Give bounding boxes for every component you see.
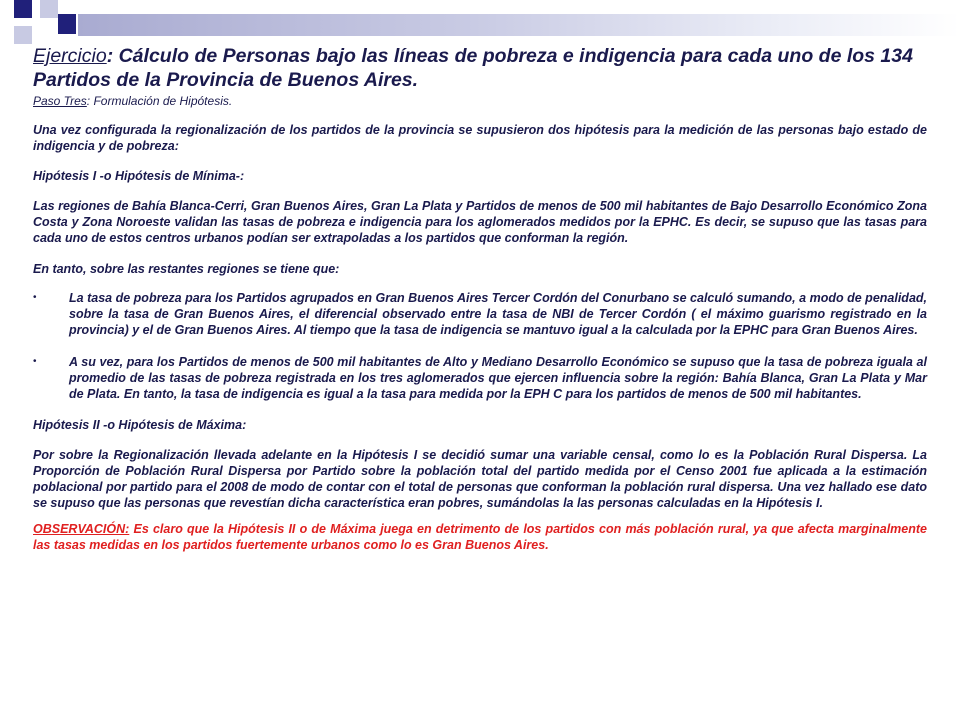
step-rest: : Formulación de Hipótesis. <box>86 94 233 108</box>
hypothesis1-body: Las regiones de Bahía Blanca-Cerri, Gran Buenos Aires, Gran La Plata y Partidos de menos de 500 mil habitantes de Bajo Desarrollo Económico Zona Costa y Zona Noroeste validan las tasas de pobreza e indigencia para los aglomerados medidos por la EPHC. Es decir, se supuso que las tasas para cada uno de estos centros urbanos podían ser extrapoladas a los partidos que conforman la región. <box>33 199 927 245</box>
intro-paragraph: Una vez configurada la regionalización de los partidos de la provincia se supusieron dos hipótesis para la medición de las personas bajo estado de indigencia y de pobreza: <box>33 123 927 153</box>
observation-paragraph <box>33 521 927 553</box>
title-rest: : Cálculo de Personas bajo las líneas de pobreza e indigencia para cada uno de los 134 Partidos de la Provincia de Buenos Aires. <box>33 45 913 91</box>
decor-square <box>14 26 32 44</box>
page-title <box>33 44 927 92</box>
observation-label: OBSERVACIÓN: <box>33 522 130 536</box>
decor-square <box>58 14 76 34</box>
slide-content <box>33 44 927 553</box>
hypothesis1-heading: Hipótesis I -o Hipótesis de Mínima-: <box>33 169 245 183</box>
title-lead: Ejercicio <box>33 45 107 67</box>
decor-square <box>14 0 32 18</box>
hypothesis1-transition: En tanto, sobre las restantes regiones se tiene que: <box>33 262 340 276</box>
step-lead: Paso Tres <box>33 94 87 108</box>
hypothesis2-heading: Hipótesis II -o Hipótesis de Máxima: <box>33 418 247 432</box>
observation-text: Es claro que la Hipótesis II o de Máxima juega en detrimento de los partidos con más población rural, ya que afecta marginalmente las tasas medidas en los partidos fuertemente urbanos como lo es Gran Buenos Aires. <box>33 522 927 552</box>
bullet-icon: • <box>33 292 37 303</box>
hypothesis2-body: Por sobre la Regionalización llevada adelante en la Hipótesis I se decidió sumar una variable censal, como lo es la Población Rural Dispersa. La Proporción de Población Rural Dispersa por Partido sobre la población total del partido medida por el Censo 2001 fue aplicada a la estimación poblacional por partido para el 2008 de modo de contar con el total de personas que conforman la población rural dispersa. Una vez hallado ese dato se supuso que las personas que revestían dicha característica eran pobres, sumándolas la las personas calculadas en la Hipótesis I. <box>33 448 927 510</box>
list-item <box>33 290 927 338</box>
list-item <box>33 354 927 402</box>
bullet-text: La tasa de pobreza para los Partidos agrupados en Gran Buenos Aires Tercer Cordón del Conurbano se calculó sumando, a modo de penalidad, sobre la tasa de Gran Buenos Aires, el diferencial observado entre la tasa de NBI de Tercer Cordón ( el máximo guarismo registrado en la provincia) y el de Gran Buenos Aires. Al tiempo que la tasa de indigencia se mantuvo igual a la calculada por la EPHC para Gran Buenos Aires. <box>69 291 927 337</box>
header-gradient-bar <box>78 14 960 36</box>
decor-square <box>40 0 58 18</box>
bullet-icon: • <box>33 356 37 367</box>
bullet-text: A su vez, para los Partidos de menos de 500 mil habitantes de Alto y Mediano Desarrollo Económico se supuso que la tasa de pobreza iguala al promedio de las tasas de pobreza registrada en los tres aglomerados que ejercen influencia sobre la región: Bahía Blanca, Gran La Plata y Mar de Plata. En tanto, la tasa de indigencia es igual a la tasa para medida por la EPH C para los partidos de menos de 500 mil habitantes. <box>69 355 927 401</box>
step-subtitle <box>33 94 927 109</box>
